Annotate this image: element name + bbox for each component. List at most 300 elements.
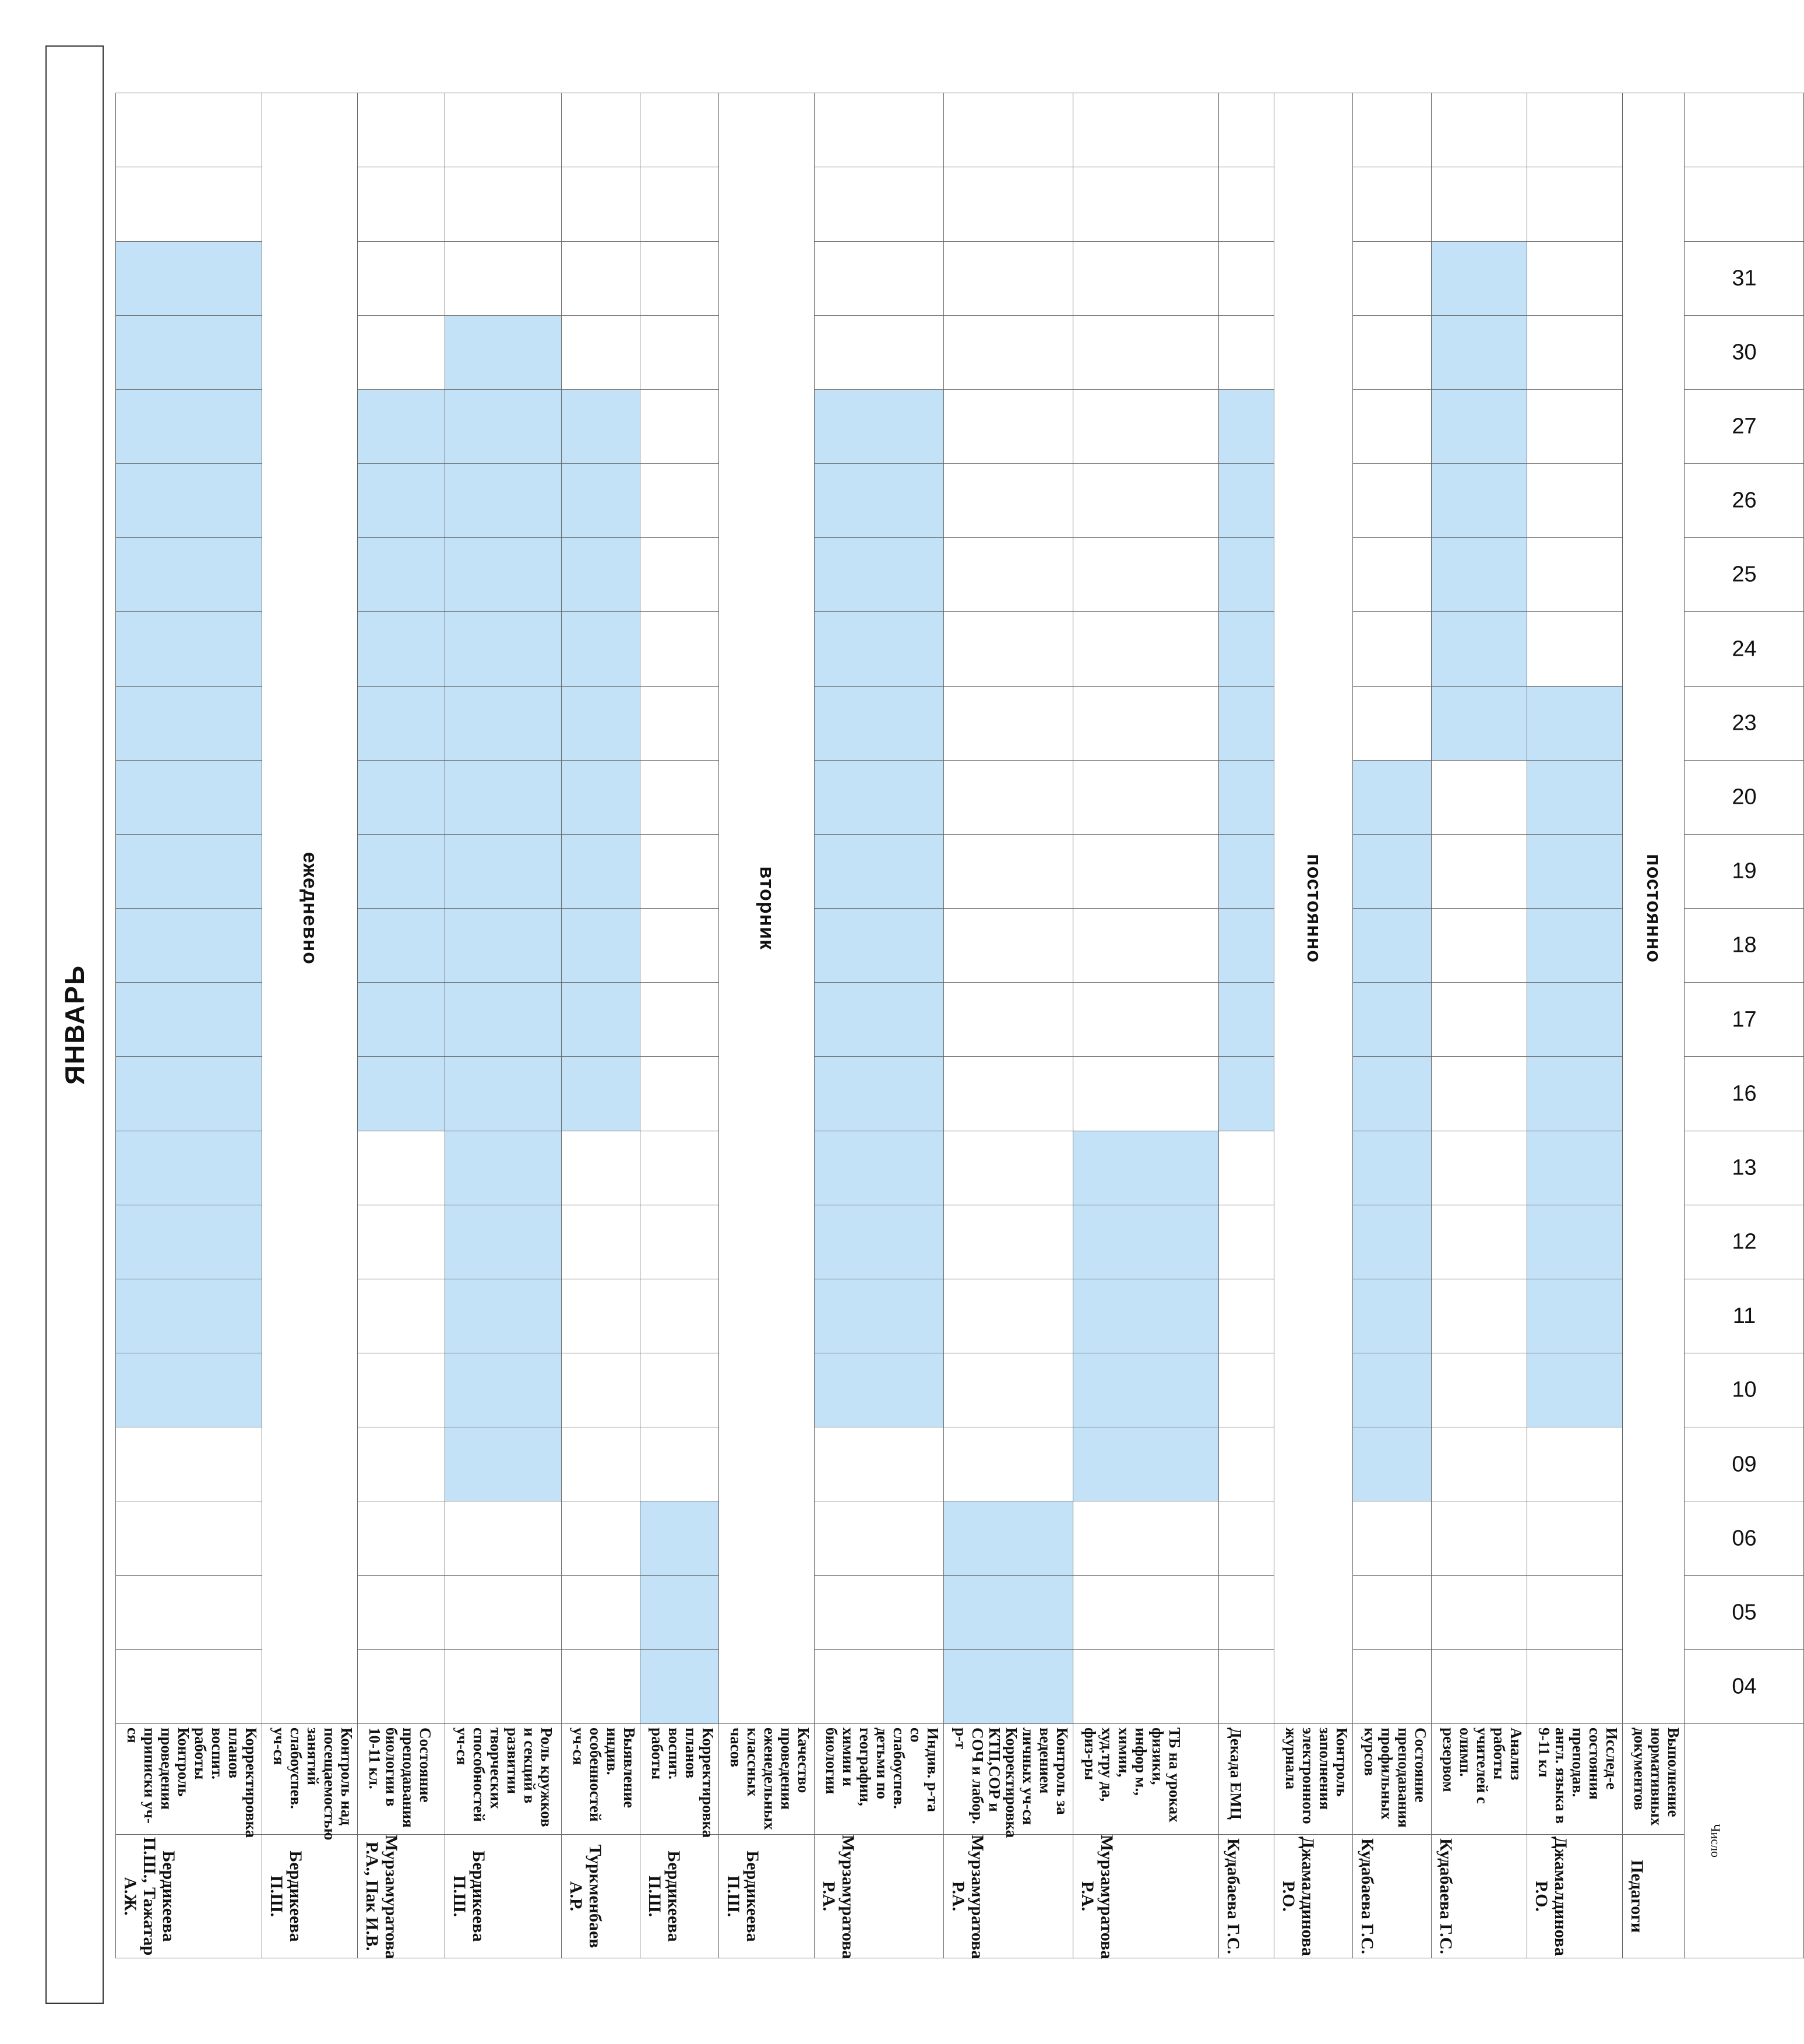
date-label: 06	[1731, 1526, 1757, 1551]
responsible-name: Мурзамуратова Р.А.	[1078, 1835, 1116, 1959]
responsible-cell	[640, 1835, 719, 1958]
date-label: 16	[1731, 1081, 1757, 1106]
scheduled-day-cell	[815, 464, 944, 538]
empty-day-cell	[640, 389, 719, 463]
period-span-cell	[719, 93, 815, 1724]
control-topic-text: Корректировка планов воспит. работы	[649, 1728, 717, 1838]
empty-day-cell	[1073, 389, 1219, 463]
scheduled-day-cell	[116, 834, 262, 908]
empty-day-cell	[1073, 315, 1219, 389]
scheduled-day-cell	[1219, 909, 1274, 983]
date-cell	[1685, 1279, 1804, 1353]
empty-day-cell	[1432, 1353, 1527, 1427]
scheduled-day-cell	[640, 1575, 719, 1649]
empty-day-cell	[1527, 1427, 1623, 1501]
scheduled-day-cell	[1353, 1057, 1432, 1131]
empty-day-cell	[1219, 1501, 1274, 1575]
scheduled-day-cell	[562, 760, 640, 834]
empty-day-cell	[358, 1279, 445, 1353]
date-header-row	[1685, 93, 1804, 1958]
empty-day-cell	[1527, 241, 1623, 315]
scheduled-day-cell	[1432, 538, 1527, 612]
scheduled-day-cell	[445, 983, 562, 1057]
responsible-name: Бердикеева П.Ш., Тажатар А.Ж.	[121, 1837, 178, 1956]
date-label: 05	[1731, 1600, 1757, 1625]
empty-day-cell	[116, 1575, 262, 1649]
responsible-name: Туркменбаев А.Р.	[566, 1844, 605, 1948]
scheduled-day-cell	[562, 834, 640, 908]
empty-day-cell	[1527, 93, 1623, 167]
responsible-name: Мурзамуратова Р.А.	[949, 1835, 987, 1959]
control-topic-cell	[640, 1724, 719, 1838]
scheduled-day-cell	[944, 1501, 1073, 1575]
scheduled-day-cell	[445, 1057, 562, 1131]
empty-day-cell	[1432, 1501, 1527, 1575]
scheduled-day-cell	[1527, 834, 1623, 908]
date-cell	[1685, 1649, 1804, 1723]
date-cell	[1685, 1353, 1804, 1427]
scheduled-day-cell	[116, 909, 262, 983]
empty-day-cell	[562, 241, 640, 315]
empty-day-cell	[1527, 464, 1623, 538]
empty-day-cell	[116, 1427, 262, 1501]
scheduled-day-cell	[815, 1353, 944, 1427]
date-cell	[1685, 1501, 1804, 1575]
empty-day-cell	[1073, 538, 1219, 612]
empty-day-cell	[116, 93, 262, 167]
scheduled-day-cell	[815, 538, 944, 612]
control-topic-cell	[1219, 1724, 1274, 1835]
period-span-label: постоянно	[1302, 854, 1325, 963]
empty-day-cell	[944, 983, 1073, 1057]
responsible-cell	[262, 1835, 358, 1958]
scheduled-day-cell	[1527, 1057, 1623, 1131]
scheduled-day-cell	[116, 464, 262, 538]
empty-day-cell	[640, 93, 719, 167]
empty-day-cell	[562, 1649, 640, 1723]
scheduled-day-cell	[1219, 389, 1274, 463]
empty-day-cell	[1219, 1205, 1274, 1279]
schedule-column-row	[1073, 93, 1219, 1958]
responsible-cell	[944, 1835, 1073, 1958]
empty-day-cell	[1073, 909, 1219, 983]
date-cell	[1685, 686, 1804, 760]
scheduled-day-cell	[1353, 1427, 1432, 1501]
empty-day-cell	[116, 1501, 262, 1575]
responsible-cell	[1073, 1835, 1219, 1958]
empty-day-cell	[1432, 167, 1527, 241]
empty-day-cell	[1219, 1427, 1274, 1501]
empty-day-cell	[1353, 1501, 1432, 1575]
empty-day-cell	[815, 93, 944, 167]
empty-day-cell	[562, 1575, 640, 1649]
scheduled-day-cell	[640, 1501, 719, 1575]
schedule-column-row	[445, 93, 562, 1958]
responsible-cell	[116, 1835, 262, 1958]
scheduled-day-cell	[1353, 909, 1432, 983]
control-topic-text: Исслед-е состояния преподав. англ. языка в 9-11 кл	[1535, 1728, 1620, 1824]
empty-day-cell	[1432, 1205, 1527, 1279]
responsible-cell	[719, 1835, 815, 1958]
scheduled-day-cell	[1353, 834, 1432, 908]
empty-day-cell	[1073, 167, 1219, 241]
empty-day-cell	[1527, 1501, 1623, 1575]
scheduled-day-cell	[815, 1279, 944, 1353]
empty-day-cell	[944, 834, 1073, 908]
empty-day-cell	[358, 1575, 445, 1649]
empty-day-cell	[1353, 167, 1432, 241]
scheduled-day-cell	[358, 686, 445, 760]
scheduled-day-cell	[445, 464, 562, 538]
date-label: 27	[1731, 414, 1757, 439]
schedule-column-row	[562, 93, 640, 1958]
empty-day-cell	[640, 241, 719, 315]
empty-day-cell	[1073, 1057, 1219, 1131]
empty-day-cell	[1219, 93, 1274, 167]
responsible-name: Бердикеева П.Ш.	[450, 1850, 488, 1942]
responsible-cell	[1219, 1835, 1274, 1958]
scheduled-day-cell	[116, 315, 262, 389]
empty-day-cell	[1219, 241, 1274, 315]
scheduled-day-cell	[1353, 1131, 1432, 1205]
empty-day-cell	[640, 315, 719, 389]
empty-day-cell	[562, 1205, 640, 1279]
scheduled-day-cell	[358, 1057, 445, 1131]
control-schedule-table	[115, 93, 1804, 1958]
empty-day-cell	[358, 1427, 445, 1501]
scheduled-day-cell	[116, 538, 262, 612]
schedule-column-row	[1274, 93, 1353, 1958]
empty-day-cell	[815, 241, 944, 315]
empty-day-cell	[562, 1131, 640, 1205]
control-topic-text: Контроль заполнения электронного журнала	[1282, 1728, 1351, 1824]
scheduled-day-cell	[1432, 315, 1527, 389]
control-topic-text: Состояние преподавания профильных курсов	[1361, 1728, 1429, 1828]
empty-day-cell	[445, 1649, 562, 1723]
empty-day-cell	[1219, 1131, 1274, 1205]
responsible-name: Джамалдинова Р.О.	[1279, 1837, 1317, 1956]
empty-day-cell	[640, 1427, 719, 1501]
empty-day-cell	[1432, 1649, 1527, 1723]
date-label: 30	[1731, 340, 1757, 365]
date-cell	[1685, 909, 1804, 983]
empty-day-cell	[1073, 1575, 1219, 1649]
empty-day-cell	[1073, 834, 1219, 908]
empty-day-cell	[640, 538, 719, 612]
scheduled-day-cell	[562, 389, 640, 463]
responsible-name: Мурзамуратова Р.А., Пак И.В.	[362, 1835, 401, 1959]
scheduled-day-cell	[445, 1427, 562, 1501]
empty-day-cell	[562, 1279, 640, 1353]
empty-day-cell	[640, 760, 719, 834]
scheduled-day-cell	[562, 538, 640, 612]
control-topic-cell	[358, 1724, 445, 1835]
empty-day-cell	[640, 983, 719, 1057]
date-label: 25	[1731, 562, 1757, 587]
control-topic-text: Декада ЕМЦ	[1227, 1728, 1245, 1820]
empty-day-cell	[1073, 983, 1219, 1057]
empty-day-cell	[358, 1205, 445, 1279]
scheduled-day-cell	[1527, 686, 1623, 760]
schedule-column-row	[1623, 93, 1685, 1958]
empty-day-cell	[1353, 686, 1432, 760]
scheduled-day-cell	[944, 1575, 1073, 1649]
scheduled-day-cell	[358, 834, 445, 908]
date-cell	[1685, 1057, 1804, 1131]
scheduled-day-cell	[815, 1057, 944, 1131]
period-span-cell	[262, 93, 358, 1724]
empty-day-cell	[1353, 538, 1432, 612]
empty-day-cell	[445, 93, 562, 167]
period-span-label: вторник	[756, 866, 778, 951]
scheduled-day-cell	[815, 612, 944, 686]
responsible-cell	[1353, 1835, 1432, 1958]
scheduled-day-cell	[116, 1279, 262, 1353]
scheduled-day-cell	[640, 1649, 719, 1723]
rotated-table-frame	[115, 93, 1757, 1959]
empty-day-cell	[562, 1501, 640, 1575]
date-cell	[1685, 241, 1804, 315]
empty-day-cell	[944, 538, 1073, 612]
empty-day-cell	[1432, 834, 1527, 908]
scheduled-day-cell	[358, 760, 445, 834]
scheduled-day-cell	[1219, 612, 1274, 686]
empty-day-cell	[1527, 167, 1623, 241]
period-span-cell	[1274, 93, 1353, 1724]
scheduled-day-cell	[562, 612, 640, 686]
date-cell	[1685, 389, 1804, 463]
scheduled-day-cell	[445, 612, 562, 686]
scheduled-day-cell	[1432, 612, 1527, 686]
empty-day-cell	[815, 1427, 944, 1501]
date-label: 20	[1731, 784, 1757, 810]
date-cell	[1685, 834, 1804, 908]
empty-day-cell	[358, 93, 445, 167]
empty-day-cell	[1219, 1279, 1274, 1353]
scheduled-day-cell	[944, 1649, 1073, 1723]
empty-day-cell	[358, 241, 445, 315]
control-topic-text: Роль кружков и секций в развитии творческих способностей уч-ся	[453, 1728, 555, 1827]
scheduled-day-cell	[815, 1131, 944, 1205]
month-title: ЯНВАРЬ	[59, 964, 90, 1085]
empty-day-cell	[944, 686, 1073, 760]
responsible-cell	[358, 1835, 445, 1958]
empty-day-cell	[1527, 1649, 1623, 1723]
empty-day-cell	[1353, 93, 1432, 167]
empty-day-cell	[1432, 1057, 1527, 1131]
schedule-column-row	[1432, 93, 1527, 1958]
empty-day-cell	[1073, 760, 1219, 834]
responsible-name: Бердикеева П.Ш.	[267, 1850, 305, 1942]
date-cell	[1685, 315, 1804, 389]
control-topic-text: Выявление индив. особенностей уч-ся	[570, 1728, 638, 1822]
responsible-cell	[1527, 1835, 1623, 1958]
scheduled-day-cell	[358, 464, 445, 538]
empty-day-cell	[358, 167, 445, 241]
empty-day-cell	[562, 167, 640, 241]
empty-day-cell	[1073, 612, 1219, 686]
empty-day-cell	[944, 1353, 1073, 1427]
empty-day-cell	[358, 1649, 445, 1723]
empty-day-cell	[1353, 612, 1432, 686]
control-topic-text: Анализ работы учителей с олимп. резервом	[1440, 1728, 1525, 1804]
empty-day-cell	[640, 834, 719, 908]
empty-day-cell	[358, 315, 445, 389]
empty-day-cell	[1527, 1575, 1623, 1649]
period-span-label: ежедневно	[299, 852, 321, 965]
responsible-cell	[815, 1835, 944, 1958]
scheduled-day-cell	[1219, 464, 1274, 538]
empty-day-cell	[944, 1427, 1073, 1501]
date-cell	[1685, 760, 1804, 834]
scheduled-day-cell	[445, 686, 562, 760]
empty-day-cell	[640, 167, 719, 241]
empty-day-cell	[358, 1353, 445, 1427]
schedule-column-row	[815, 93, 944, 1958]
scheduled-day-cell	[1073, 1205, 1219, 1279]
empty-day-cell	[1073, 1649, 1219, 1723]
date-label: 24	[1731, 636, 1757, 662]
empty-day-cell	[944, 167, 1073, 241]
empty-day-cell	[1073, 241, 1219, 315]
empty-day-cell	[1073, 464, 1219, 538]
scheduled-day-cell	[445, 1205, 562, 1279]
scheduled-day-cell	[1353, 1353, 1432, 1427]
empty-day-cell	[815, 315, 944, 389]
scheduled-day-cell	[1219, 538, 1274, 612]
empty-day-cell	[944, 1279, 1073, 1353]
empty-day-cell	[1353, 1575, 1432, 1649]
scheduled-day-cell	[1219, 1057, 1274, 1131]
empty-day-cell	[944, 760, 1073, 834]
scheduled-day-cell	[1073, 1427, 1219, 1501]
empty-day-cell	[1073, 1501, 1219, 1575]
empty-day-cell	[944, 315, 1073, 389]
empty-day-cell	[944, 1057, 1073, 1131]
scheduled-day-cell	[1527, 983, 1623, 1057]
scheduled-day-cell	[116, 760, 262, 834]
empty-day-cell	[640, 612, 719, 686]
schedule-column-row	[1353, 93, 1432, 1958]
period-span-label: постоянно	[1643, 854, 1665, 963]
scheduled-day-cell	[815, 1205, 944, 1279]
scheduled-day-cell	[562, 1057, 640, 1131]
schedule-column-row	[719, 93, 815, 1958]
control-topic-text: Состояние преподавания биологии в 10-11 кл.	[366, 1728, 434, 1828]
control-topic-cell	[262, 1724, 358, 1841]
schedule-column-row	[262, 93, 358, 1958]
responsible-cell	[1432, 1835, 1527, 1958]
empty-day-cell	[1432, 1131, 1527, 1205]
scheduled-day-cell	[116, 1057, 262, 1131]
empty-day-cell	[640, 1131, 719, 1205]
scheduled-day-cell	[1073, 1279, 1219, 1353]
empty-day-cell	[640, 1353, 719, 1427]
empty-day-cell	[562, 1427, 640, 1501]
empty-day-cell	[1527, 612, 1623, 686]
empty-day-cell	[640, 686, 719, 760]
date-cell	[1685, 538, 1804, 612]
empty-day-cell	[1432, 93, 1527, 167]
schedule-column-row	[640, 93, 719, 1958]
scheduled-day-cell	[562, 686, 640, 760]
empty-day-cell	[1432, 760, 1527, 834]
control-topic-cell	[1073, 1724, 1219, 1835]
control-topic-text: Выполнение нормативных документов	[1631, 1728, 1682, 1826]
date-label: 10	[1731, 1377, 1757, 1402]
empty-day-cell	[445, 1575, 562, 1649]
control-topic-cell	[562, 1724, 640, 1835]
scheduled-day-cell	[815, 983, 944, 1057]
scheduled-day-cell	[562, 983, 640, 1057]
scheduled-day-cell	[116, 1353, 262, 1427]
scheduled-day-cell	[562, 909, 640, 983]
control-topic-cell	[1353, 1724, 1432, 1835]
empty-day-cell	[640, 464, 719, 538]
responsible-cell	[1274, 1835, 1353, 1958]
scheduled-day-cell	[1073, 1131, 1219, 1205]
empty-day-cell	[815, 1575, 944, 1649]
scheduled-day-cell	[1527, 1131, 1623, 1205]
responsible-cell	[562, 1835, 640, 1958]
scheduled-day-cell	[1527, 1279, 1623, 1353]
control-topic-cell	[116, 1724, 262, 1838]
scheduled-day-cell	[445, 834, 562, 908]
empty-day-cell	[445, 241, 562, 315]
empty-day-cell	[1432, 983, 1527, 1057]
empty-day-cell	[1432, 1575, 1527, 1649]
empty-day-cell	[1219, 1575, 1274, 1649]
date-label: 11	[1732, 1303, 1756, 1328]
schedule-column-row	[116, 93, 262, 1958]
scheduled-day-cell	[1353, 760, 1432, 834]
responsible-name: Бердикеева П.Ш.	[645, 1850, 683, 1942]
scheduled-day-cell	[116, 241, 262, 315]
scheduled-day-cell	[815, 909, 944, 983]
control-topic-cell	[1432, 1724, 1527, 1835]
scheduled-day-cell	[116, 389, 262, 463]
scheduled-day-cell	[1527, 760, 1623, 834]
responsible-name: Бердикеева П.Ш.	[724, 1850, 762, 1942]
scheduled-day-cell	[562, 464, 640, 538]
scheduled-day-cell	[116, 612, 262, 686]
scheduled-day-cell	[445, 389, 562, 463]
empty-day-cell	[1353, 241, 1432, 315]
date-cell	[1685, 1131, 1804, 1205]
empty-day-cell	[562, 1353, 640, 1427]
date-cell	[1685, 1427, 1804, 1501]
empty-day-cell	[358, 1131, 445, 1205]
date-label: 09	[1731, 1451, 1757, 1476]
empty-day-cell	[116, 1649, 262, 1723]
control-topic-cell	[445, 1724, 562, 1835]
control-topic-cell	[719, 1724, 815, 1835]
scheduled-day-cell	[1432, 389, 1527, 463]
control-topic-text: Индив. р-та со слабоуспев. детьми по географии, химии и биологии	[823, 1728, 942, 1812]
empty-day-cell	[1219, 1353, 1274, 1427]
empty-day-cell	[1353, 464, 1432, 538]
scheduled-day-cell	[1527, 909, 1623, 983]
schedule-column-row	[358, 93, 445, 1958]
empty-day-cell	[358, 1501, 445, 1575]
date-cell	[1685, 612, 1804, 686]
empty-day-cell	[1353, 1649, 1432, 1723]
scheduled-day-cell	[1527, 1205, 1623, 1279]
empty-day-cell	[1219, 315, 1274, 389]
scheduled-day-cell	[1073, 1353, 1219, 1427]
empty-day-cell	[944, 464, 1073, 538]
scheduled-day-cell	[445, 909, 562, 983]
